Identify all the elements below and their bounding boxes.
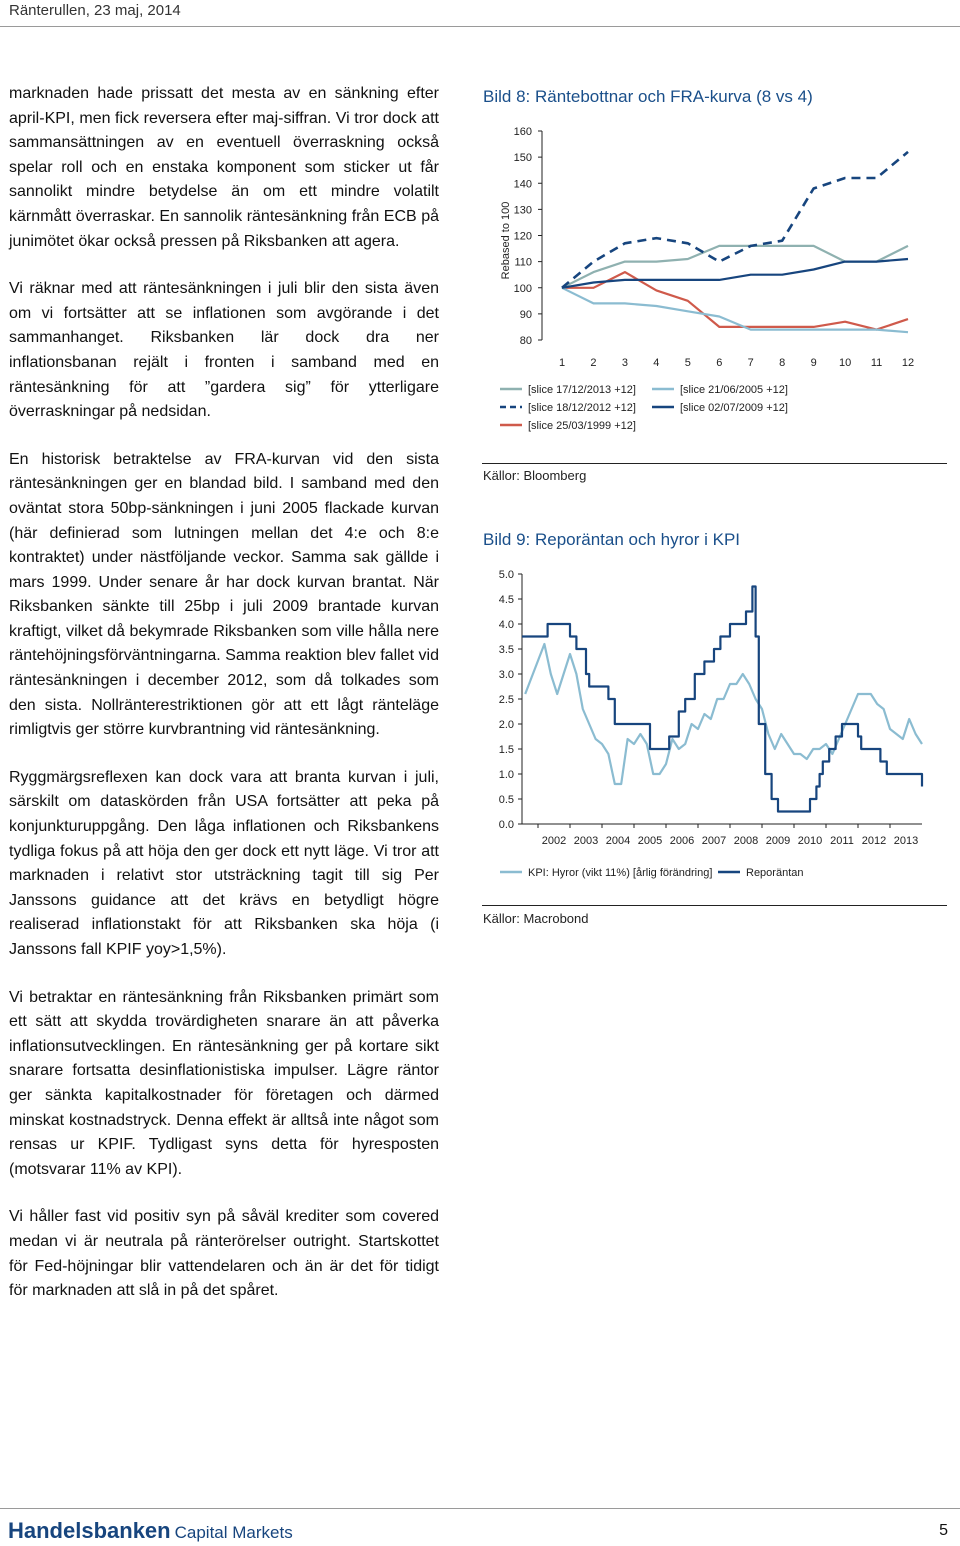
chart8-series-line-5 xyxy=(562,259,908,288)
chart9-x-tick-label: 2003 xyxy=(573,835,599,847)
chart9-y-tick-label: 2.5 xyxy=(498,694,514,706)
paragraph-5: Vi betraktar en räntesänkning från Riksbanken primärt som ett sätt att skydda trovärdigheten snarare än att påverka inflationsutvecklingen. En räntesänkning ger på kortare sikt snarare fortsatta desinflationistiska impulser. Lägre räntor ger sänkta kapitalkostnader för företagen och därmed minskat kostnadstryck. Denna effekt är alltså inte något som rensas ur KPIF. Tydligast syns detta för hyresposten (motsvarar 11% av KPI). xyxy=(9,988,439,1178)
chart9-legend-label: KPI: Hyror (vikt 11%) [årlig förändring] xyxy=(528,867,713,879)
footer-divider xyxy=(0,1508,960,1509)
chart8-legend-label: [slice 21/06/2005 +12] xyxy=(680,384,788,396)
chart9-x-tick-label: 2009 xyxy=(765,835,791,847)
chart9-y-tick-label: 5.0 xyxy=(498,569,514,581)
paragraph-3: En historisk betraktelse av FRA-kurvan vid den sista räntesänkningen ger en blandad bild. I samband med den oväntat stora 50bp-sänkningen i juni 2005 flackade kurvan (här definierad som lutningen mellan det 4:e och 8:e kontraktet) under nästföljande veckor. Samma sak gällde i mars 1999. Under senare år har dock kurvan brantat. När Riksbanken sänkte till 25bp i juli 2009 brantade kurvan kraftigt, vilket då bekymrade Riksbanken som ville hålla nere räntehöjningsförväntningarna. Samma reaktion blev fallet vid räntesänkningen i december 2012, som då tolkades som den sista. Nollränterestriktionen gör att ett lågt ränteläge rimligtvis ger större kurvbrantning vid räntesänkning. xyxy=(9,450,439,739)
chart9-x-tick-label: 2013 xyxy=(893,835,919,847)
chart8-y-tick-label: 140 xyxy=(513,178,532,191)
document-header: Ränterullen, 23 maj, 2014 xyxy=(9,2,181,19)
chart8-legend-label: [slice 18/12/2012 +12] xyxy=(528,402,636,414)
chart9-y-tick-label: 2.0 xyxy=(498,719,514,731)
logo-sub: Capital Markets xyxy=(174,1523,293,1542)
chart8-title: Bild 8: Räntebottnar och FRA-kurva (8 vs 4) xyxy=(483,87,813,106)
chart8-y-tick-label: 90 xyxy=(519,308,532,321)
chart8-y-tick-label: 80 xyxy=(519,335,532,347)
chart8-x-tick-label: 5 xyxy=(684,357,691,369)
chart8-x-tick-label: 3 xyxy=(621,357,628,369)
logo-brand: Handelsbanken xyxy=(8,1518,171,1543)
chart8-x-tick-label: 8 xyxy=(779,357,786,369)
chart9-y-tick-label: 1.0 xyxy=(498,769,514,781)
chart8-legend-label: [slice 25/03/1999 +12] xyxy=(528,420,636,432)
paragraph-1: marknaden hade prissatt det mesta av en sänkning efter april-KPI, men fick reversera efter maj-siffran. Vi tror dock att sammansättningen av en eventuell överraskning också spelar roll och en enstaka komponent som sticker ut får sannolikt mindre betydelse än om ett mindre volatilt kärnmått överraskar. En sannolik räntesänkning från ECB på junimötet ökar också pressen på Riksbanken att agera. xyxy=(9,85,439,250)
chart8-y-tick-label: 160 xyxy=(513,126,532,138)
chart8-source: Källor: Bloomberg xyxy=(483,468,587,483)
chart8-y-tick-label: 120 xyxy=(513,230,532,243)
chart9-repo-rents xyxy=(482,560,952,890)
chart9-y-tick-label: 4.0 xyxy=(498,619,514,631)
chart9-x-tick-label: 2004 xyxy=(605,835,631,847)
chart9-series-line-1 xyxy=(525,644,922,784)
chart9-legend-label: Reporäntan xyxy=(746,867,804,879)
article-body xyxy=(9,82,439,1327)
paragraph-6: Vi håller fast vid positiv syn på såväl krediter som covered medan vi är neutrala på ränterörelser outright. Startskottet för Fed-höjningar blir vattendelaren och än är det för tidigt för marknaden att slå in på det spåret. xyxy=(9,1208,439,1300)
chart9-y-tick-label: 4.5 xyxy=(498,594,514,606)
chart8-x-tick-label: 11 xyxy=(870,357,883,369)
chart9-x-tick-label: 2002 xyxy=(541,835,567,847)
chart8-y-tick-label: 130 xyxy=(513,204,532,217)
header-divider xyxy=(0,26,960,27)
chart8-x-tick-label: 12 xyxy=(901,357,915,369)
chart9-x-tick-label: 2011 xyxy=(830,835,854,847)
chart9-x-tick-label: 2007 xyxy=(701,835,727,847)
chart8-source-divider xyxy=(482,463,947,464)
page-number: 5 xyxy=(939,1522,948,1539)
chart9-source: Källor: Macrobond xyxy=(483,911,589,926)
chart9-source-divider xyxy=(482,905,947,906)
chart8-fra-curve xyxy=(482,115,952,445)
chart8-legend-label: [slice 17/12/2013 +12] xyxy=(528,384,636,396)
chart8-x-tick-label: 10 xyxy=(838,357,852,369)
chart8-y-tick-label: 100 xyxy=(513,282,532,295)
chart8-legend-label: [slice 02/07/2009 +12] xyxy=(680,402,788,414)
chart8-y-tick-label: 150 xyxy=(513,152,532,165)
chart8-series-line-2 xyxy=(562,152,908,288)
chart8-x-tick-label: 7 xyxy=(747,357,754,369)
chart9-x-tick-label: 2005 xyxy=(637,835,663,847)
chart8-y-tick-label: 110 xyxy=(514,256,532,269)
chart9-x-tick-label: 2010 xyxy=(797,835,823,847)
chart8-x-tick-label: 9 xyxy=(810,357,817,369)
chart8-x-tick-label: 1 xyxy=(558,357,566,369)
chart9-y-tick-label: 1.5 xyxy=(498,744,514,756)
handelsbanken-logo xyxy=(8,1518,293,1544)
chart9-y-tick-label: 0.0 xyxy=(498,819,514,831)
chart9-title: Bild 9: Reporäntan och hyror i KPI xyxy=(483,530,741,549)
chart9-y-tick-label: 3.0 xyxy=(498,669,514,681)
chart8-x-tick-label: 4 xyxy=(653,357,660,369)
chart9-x-tick-label: 2012 xyxy=(861,835,887,847)
chart8-y-axis-label: Rebased to 100 xyxy=(500,201,512,280)
paragraph-2: Vi räknar med att räntesänkningen i juli blir den sista även om vi fortsätter att se inflationen som avgörande i det sammanhanget. Riksbanken lär dock dra ner inflationsbanan rejält i fronten i samband med en räntesänkning för att ”gardera sig” för ytterligare överraskningar på nedsidan. xyxy=(9,280,439,421)
chart9-y-tick-label: 3.5 xyxy=(498,644,514,656)
chart8-x-tick-label: 6 xyxy=(716,357,723,369)
chart8-x-tick-label: 2 xyxy=(590,357,597,369)
chart9-y-tick-label: 0.5 xyxy=(498,794,514,806)
paragraph-4: Ryggmärgsreflexen kan dock vara att branta kurvan i juli, särskilt om dataskörden från USA fortsätter att peka på konjunkturuppgång. Den låga inflationen och Riksbankens tydliga fokus på att höja den ger dock ett nytt läge. Vi tror att marknaden i relativt stor utsträckning tagit till sig Per Janssons guidance att det krävs en betydligt högre realiserad inflationstakt för att Riksbanken ska höja (i Janssons fall KPIF yoy>1,5%). xyxy=(9,768,439,958)
chart9-x-tick-label: 2008 xyxy=(733,835,759,847)
chart9-x-tick-label: 2006 xyxy=(669,835,695,847)
